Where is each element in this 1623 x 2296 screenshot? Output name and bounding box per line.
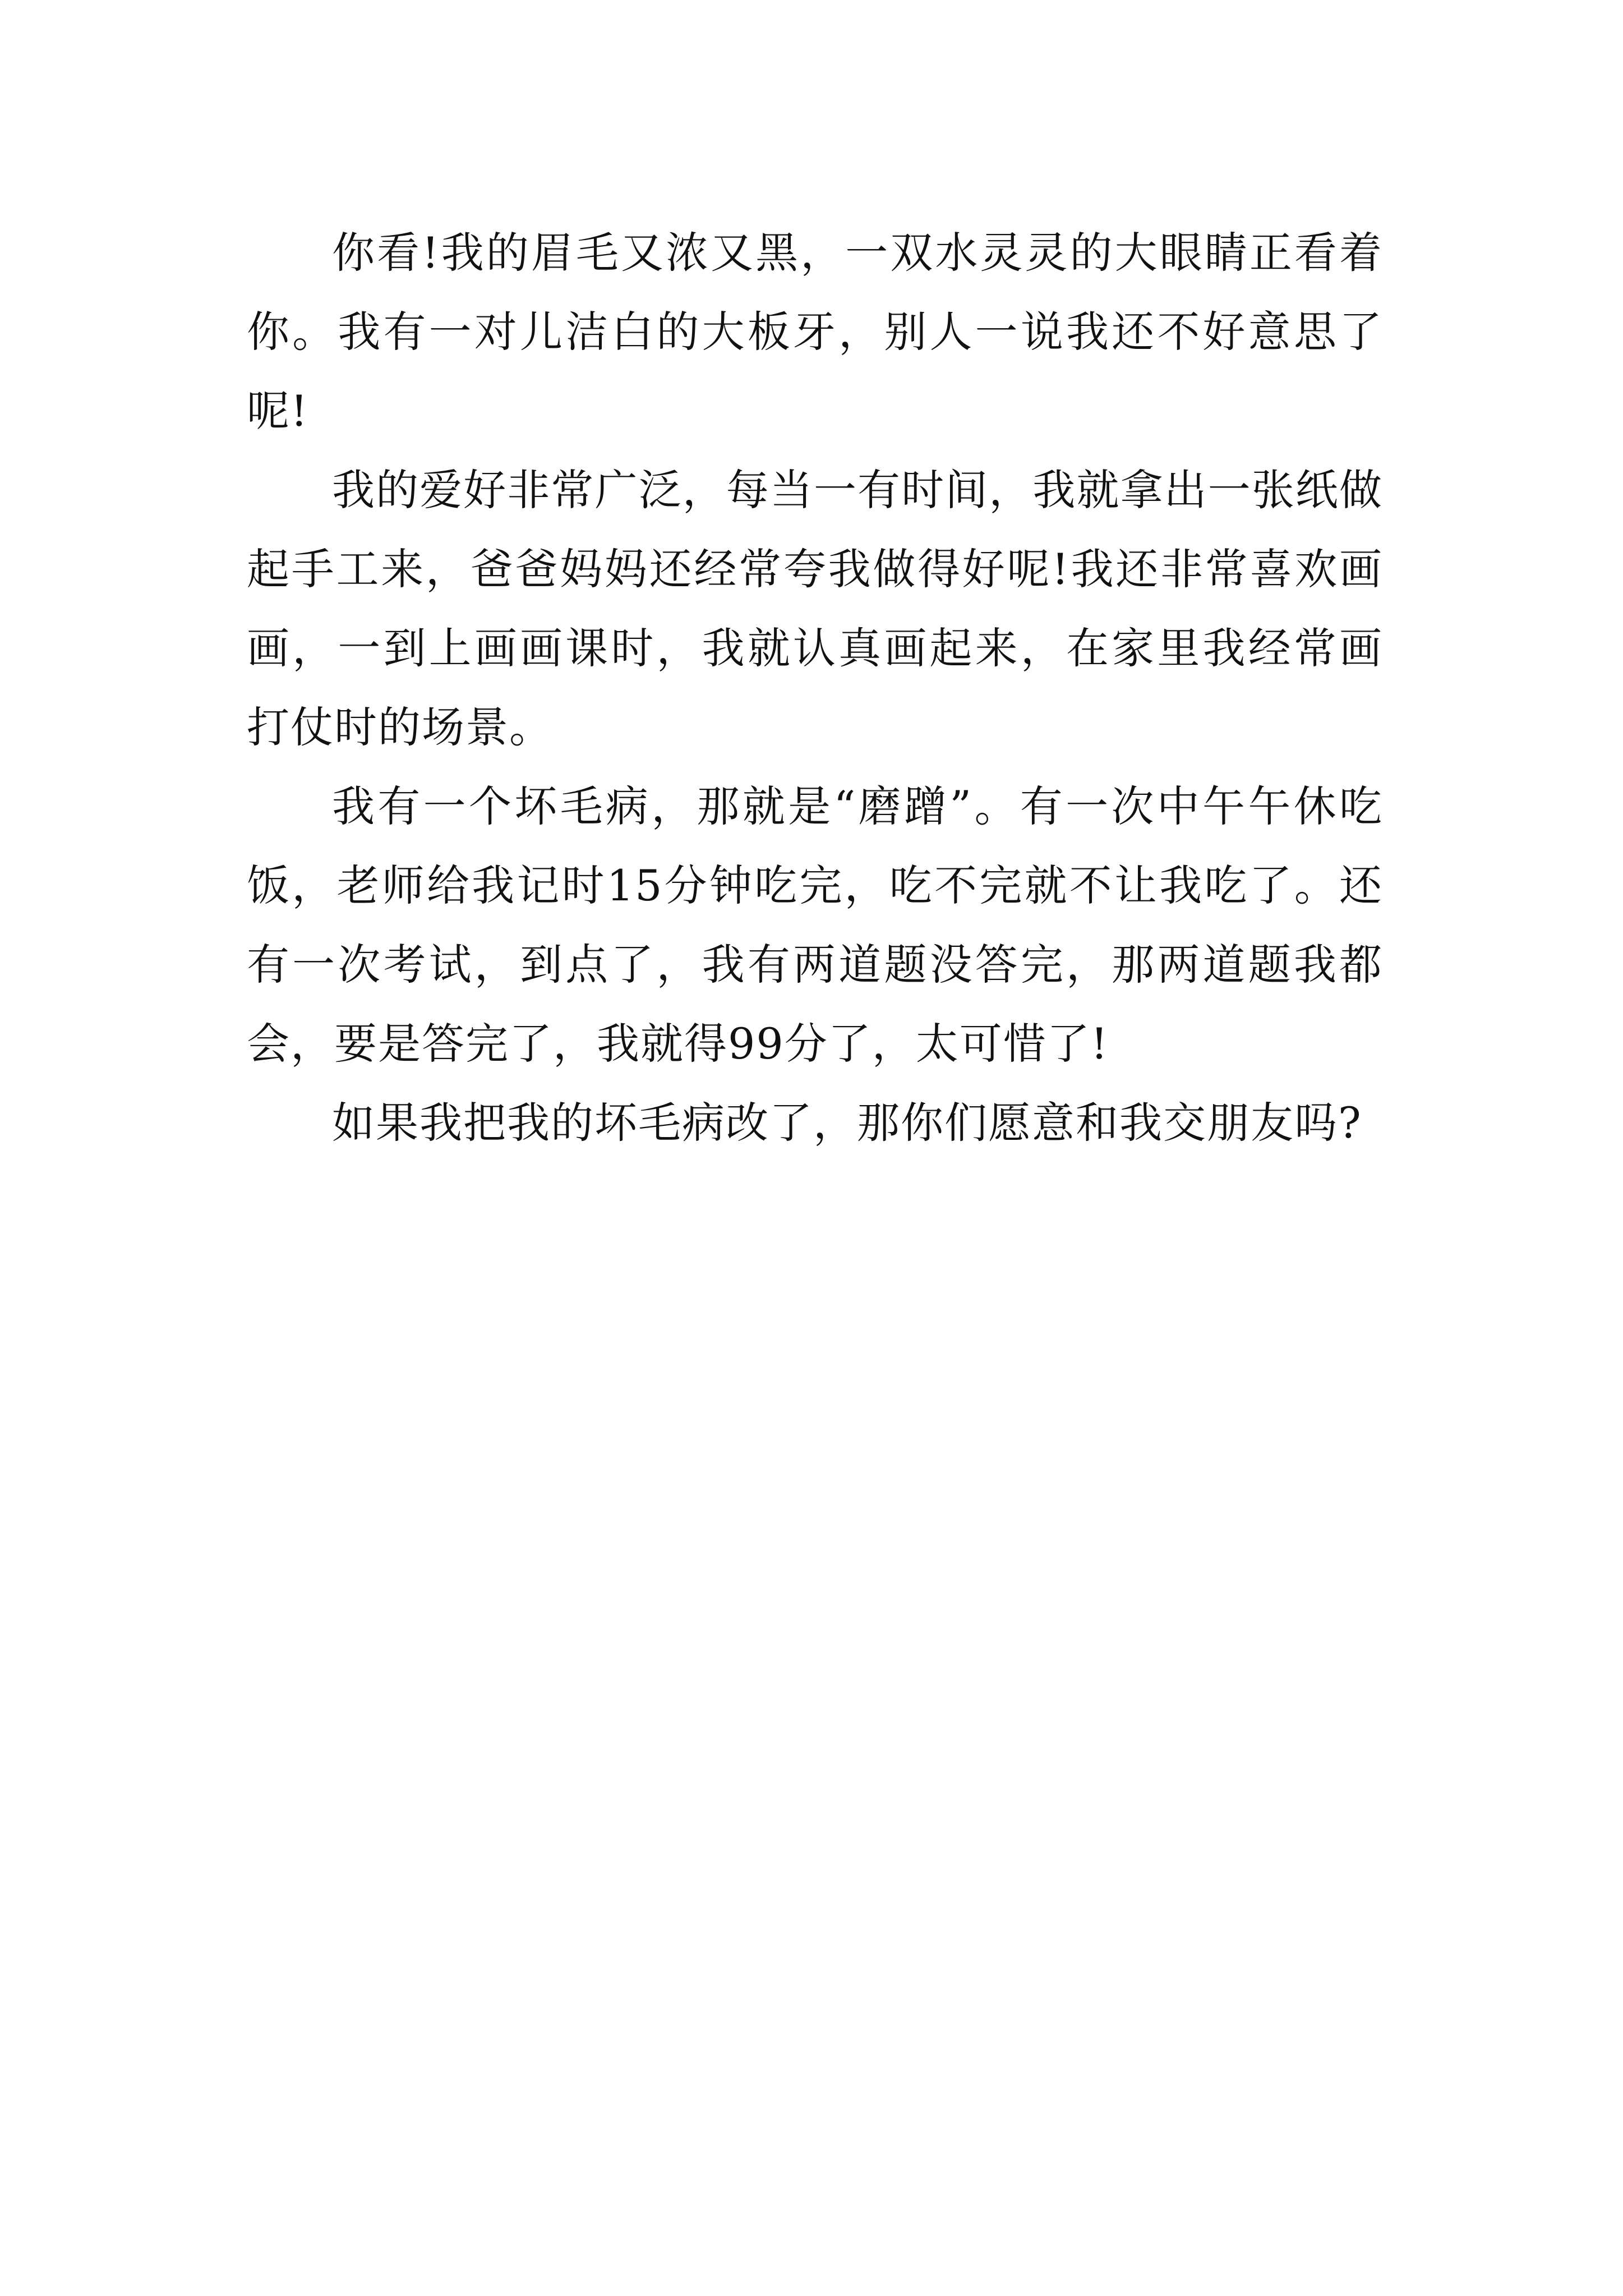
paragraph-appearance: 你看!我的眉毛又浓又黑，一双水灵灵的大眼睛正看着你。我有一对儿洁白的大板牙，别人一说我还不好意思了呢! [247, 228, 1383, 436]
paragraph-conclusion: 如果我把我的坏毛病改了，那你们愿意和我交朋友吗? [332, 1098, 1362, 1148]
document-body [247, 213, 1383, 1162]
paragraph-bad-habit: 我有一个坏毛病，那就是“磨蹭”。有一次中午午休吃饭，老师给我记时15分钟吃完，吃不完就不让我吃了。还有一次考试，到点了，我有两道题没答完，那两道题我都会，要是答完了，我就得99分了，太可惜了! [247, 781, 1383, 1069]
paragraph-hobbies: 我的爱好非常广泛，每当一有时间，我就拿出一张纸做起手工来，爸爸妈妈还经常夸我做得好呢!我还非常喜欢画画，一到上画画课时，我就认真画起来，在家里我经常画打仗时的场景。 [247, 465, 1383, 752]
